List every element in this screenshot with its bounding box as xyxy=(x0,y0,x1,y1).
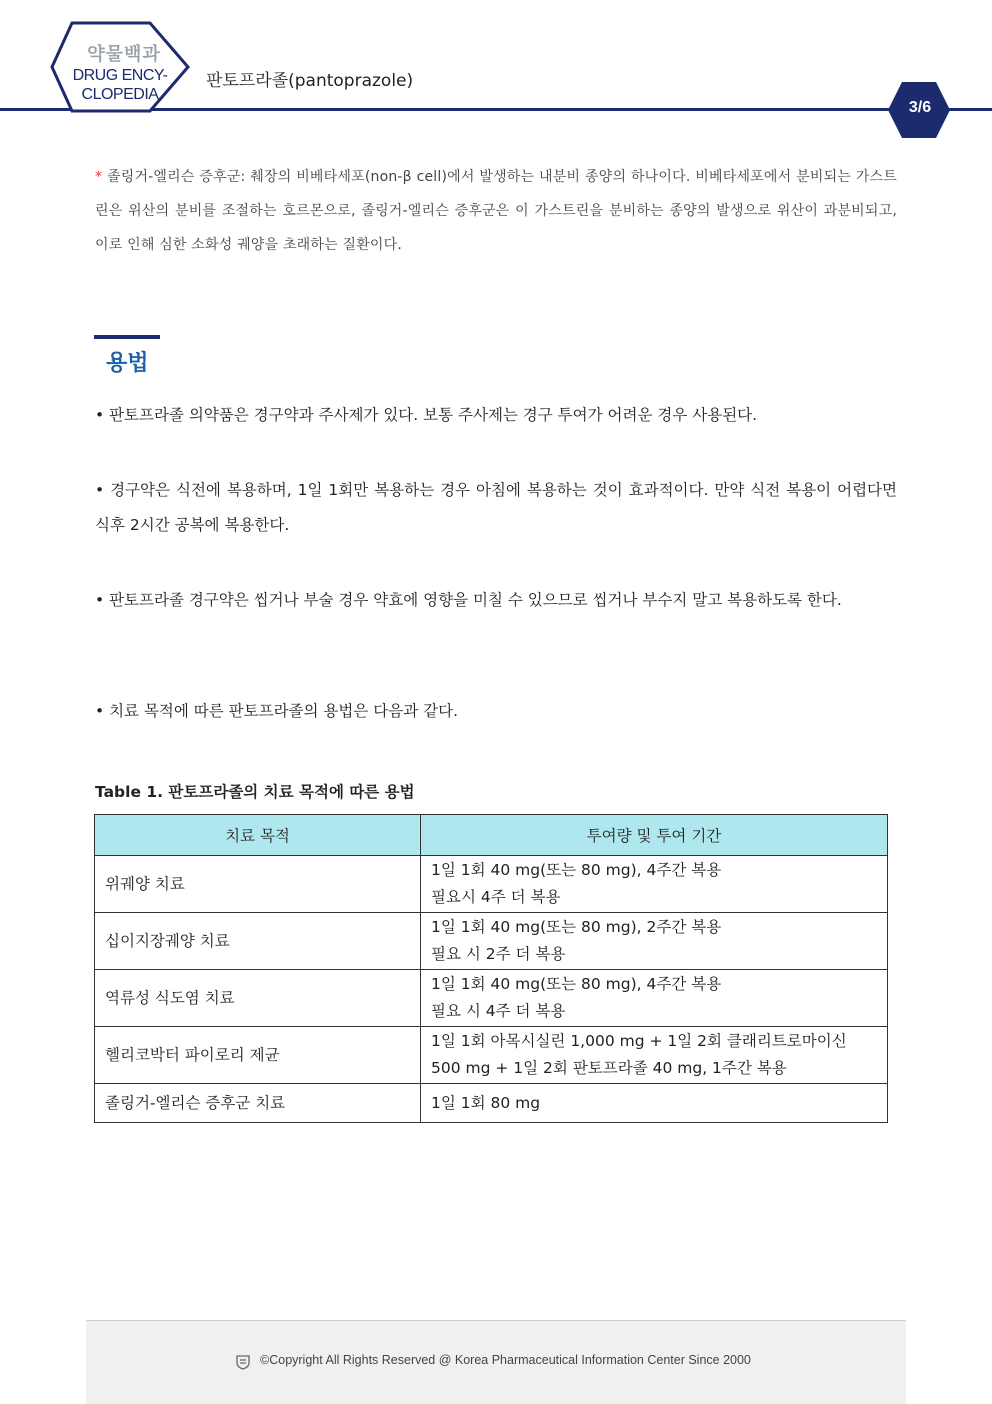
footer-copyright: ©Copyright All Rights Reserved @ Korea Pharmaceutical Information Center Since 2000 xyxy=(260,1353,751,1367)
dosage-cell xyxy=(421,856,888,913)
footnote-text: 졸링거-엘리슨 증후군: 췌장의 비베타세포(non-β cell)에서 발생하는 내분비 종양의 하나이다. 비베타세포에서 분비되는 가스트린은 위산의 분비를 조절하는 호르몬으로, 졸링거-엘리슨 증후군은 이 가스트린을 분비하는 종양의 발생으로 위산이 과분비되고, 이로 인해 심한 소화성 궤양을 초래하는 질환이다. xyxy=(95,169,897,253)
dosage-cell xyxy=(421,1084,888,1123)
table-header-row xyxy=(95,815,888,856)
table-row xyxy=(95,913,888,970)
bullet-paragraph: • 판토프라졸 경구약은 씹거나 부술 경우 약효에 영향을 미칠 수 있으므로 씹거나 부수지 말고 복용하도록 한다. xyxy=(95,591,842,609)
dosage-line: 1일 1회 80 mg xyxy=(431,1093,541,1112)
dosage-cell xyxy=(421,913,888,970)
dosage-table xyxy=(94,814,888,1123)
dosage-line: 1일 1회 40 mg(또는 80 mg), 4주간 복용 xyxy=(431,861,722,879)
purpose-cell: 졸링거-엘리슨 증후군 치료 xyxy=(95,1084,421,1123)
dosage-cell xyxy=(421,970,888,1027)
table-row xyxy=(95,856,888,913)
document-title: 판토프라졸(pantoprazole) xyxy=(206,71,414,91)
dosage-line: 1일 1회 40 mg(또는 80 mg), 4주간 복용 xyxy=(431,975,722,993)
organization-emblem-icon xyxy=(235,1354,251,1370)
table-row xyxy=(95,1084,888,1123)
dosage-line: 필요시 4주 더 복용 xyxy=(431,888,561,906)
column-header-purpose: 치료 목적 xyxy=(95,815,421,856)
logo-english-line2: CLOPEDIA xyxy=(81,86,159,103)
dosage-line: 1일 1회 아목시실린 1,000 mg + 1일 2회 클래리트로마이신 xyxy=(431,1032,847,1050)
table-caption: Table 1. 판토프라졸의 치료 목적에 따른 용법 xyxy=(95,783,415,801)
footnote xyxy=(95,160,897,262)
dosage-line: 1일 1회 40 mg(또는 80 mg), 2주간 복용 xyxy=(431,918,722,936)
logo-korean-title: 약물백과 xyxy=(87,44,161,65)
section-accent-bar xyxy=(94,335,160,339)
bullet-paragraph: • 판토프라졸 의약품은 경구약과 주사제가 있다. 보통 주사제는 경구 투여가 어려운 경우 사용된다. xyxy=(95,406,758,424)
purpose-cell: 역류성 식도염 치료 xyxy=(95,970,421,1027)
section-title: 용법 xyxy=(106,351,149,376)
purpose-cell: 헬리코박터 파이로리 제균 xyxy=(95,1027,421,1084)
bullet-paragraph: • 치료 목적에 따른 판토프라졸의 용법은 다음과 같다. xyxy=(95,702,458,720)
dosage-line: 필요 시 4주 더 복용 xyxy=(431,1002,566,1020)
purpose-cell: 십이지장궤양 치료 xyxy=(95,913,421,970)
dosage-line: 500 mg + 1일 2회 판토프라졸 40 mg, 1주간 복용 xyxy=(431,1059,787,1077)
purpose-cell: 위궤양 치료 xyxy=(95,856,421,913)
column-header-dosage: 투여량 및 투여 기간 xyxy=(421,815,888,856)
table-row xyxy=(95,970,888,1027)
page-number: 3/6 xyxy=(908,99,932,116)
bullet-paragraph: • 경구약은 식전에 복용하며, 1일 1회만 복용하는 경우 아침에 복용하는 것이 효과적이다. 만약 식전 복용이 어렵다면 식후 2시간 공복에 복용한다. xyxy=(95,481,897,534)
dosage-line: 필요 시 2주 더 복용 xyxy=(431,945,566,963)
logo-english-line1: DRUG ENCY- xyxy=(72,67,168,84)
dosage-cell xyxy=(421,1027,888,1084)
table-row xyxy=(95,1027,888,1084)
footnote-marker: * xyxy=(95,169,103,185)
